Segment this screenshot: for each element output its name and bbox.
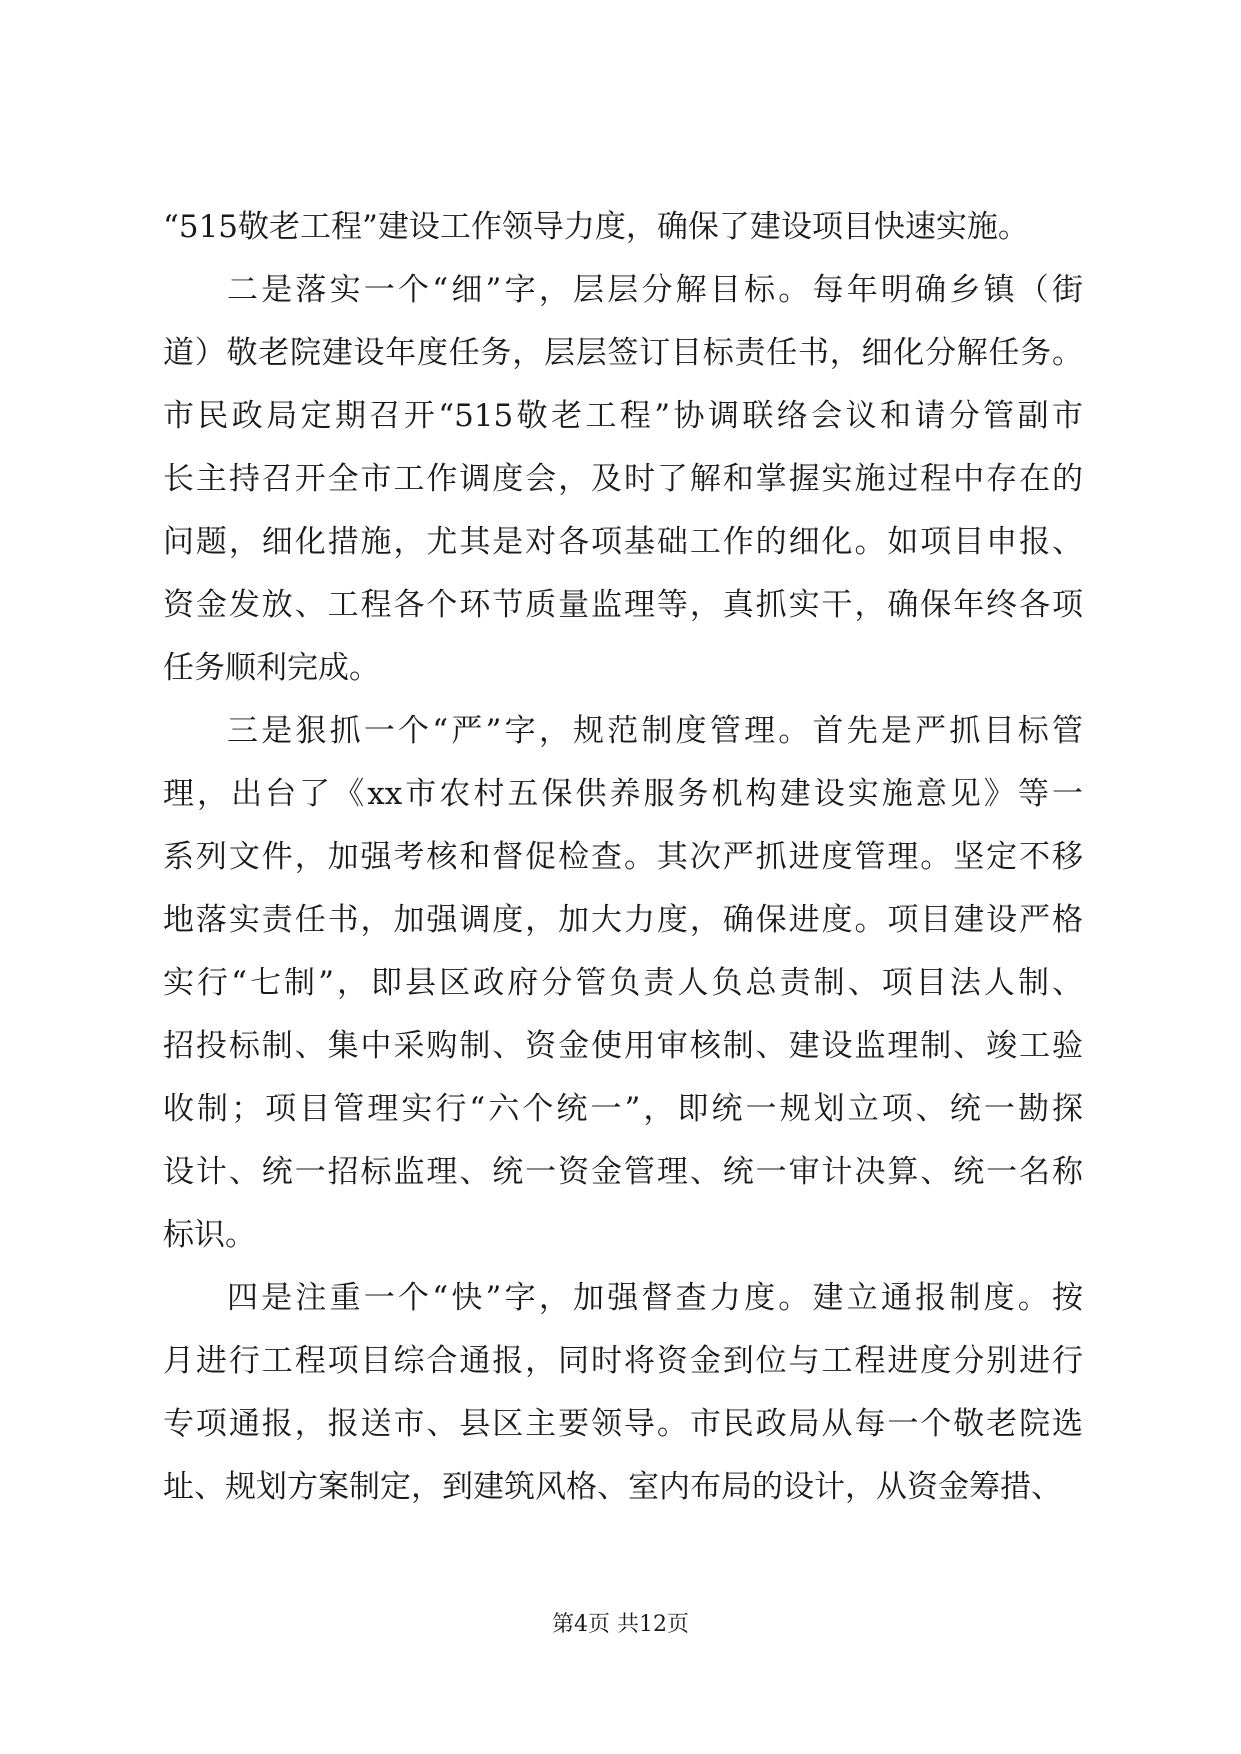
text-line: 址、规划方案制定，到建筑风格、室内布局的设计，从资金筹措、 <box>163 1469 1062 1505</box>
text-line: 招投标制、集中采购制、资金使用审核制、建设监理制、竣工验 <box>163 1028 1083 1064</box>
text-line: 专项通报，报送市、县区主要领导。市民政局从每一个敬老院选 <box>163 1406 1083 1442</box>
text-line: 理，出台了《xx市农村五保供养服务机构建设实施意见》等一 <box>163 776 1083 812</box>
text-line: 四是注重一个“快”字，加强督查力度。建立通报制度。按 <box>227 1280 1083 1316</box>
text-line: 长主持召开全市工作调度会，及时了解和掌握实施过程中存在的 <box>163 461 1083 497</box>
text-line: 实行“七制”，即县区政府分管负责人负总责制、项目法人制、 <box>163 965 1083 1001</box>
text-line: 设计、统一招标监理、统一资金管理、统一审计决算、统一名称 <box>163 1154 1083 1190</box>
text-line: 三是狠抓一个“严”字，规范制度管理。首先是严抓目标管 <box>227 713 1083 749</box>
text-line: 二是落实一个“细”字，层层分解目标。每年明确乡镇（街 <box>227 272 1083 308</box>
text-line: 标识。 <box>163 1217 256 1253</box>
text-line: 收制；项目管理实行“六个统一”，即统一规划立项、统一勘探 <box>163 1091 1083 1127</box>
text-line: 月进行工程项目综合通报，同时将资金到位与工程进度分别进行 <box>163 1343 1083 1379</box>
text-line: 问题，细化措施，尤其是对各项基础工作的细化。如项目申报、 <box>163 524 1083 560</box>
paragraph <box>163 196 1083 259</box>
text-line: 市民政局定期召开“515敬老工程”协调联络会议和请分管副市 <box>163 398 1083 434</box>
paragraph <box>163 1267 1083 1519</box>
text-line: 任务顺利完成。 <box>163 650 380 686</box>
paragraph <box>163 259 1083 700</box>
text-line: 地落实责任书，加强调度，加大力度，确保进度。项目建设严格 <box>163 902 1083 938</box>
body-text <box>163 196 1083 1519</box>
text-line: “515敬老工程”建设工作领导力度，确保了建设项目快速实施。 <box>163 209 1029 245</box>
text-line: 系列文件，加强考核和督促检查。其次严抓进度管理。坚定不移 <box>163 839 1083 875</box>
paragraph <box>163 700 1083 1267</box>
text-line: 资金发放、工程各个环节质量监理等，真抓实干，确保年终各项 <box>163 587 1083 623</box>
text-line: 道）敬老院建设年度任务，层层签订目标责任书，细化分解任务。 <box>163 335 1083 371</box>
page-footer: 第4页 共12页 <box>552 1612 689 1637</box>
